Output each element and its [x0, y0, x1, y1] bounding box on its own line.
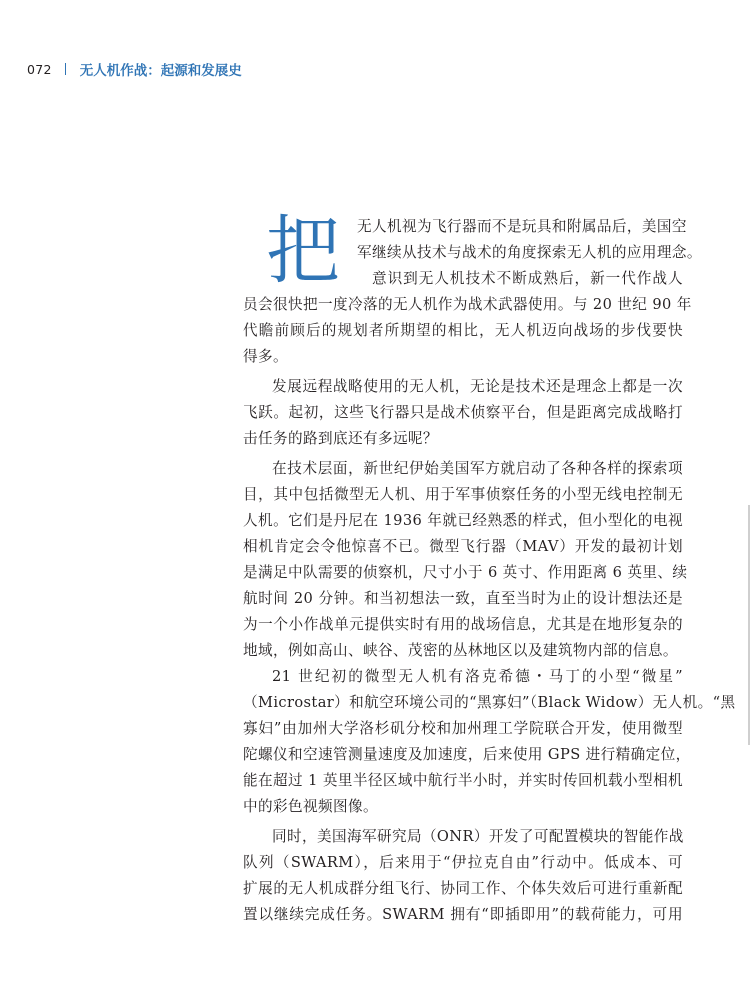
text-line: 无人机视为飞行器而不是玩具和附属品后，美国空: [357, 218, 687, 235]
text-line: 意识到无人机技术不断成熟后，新一代作战人: [372, 270, 683, 287]
text-line: 得多。: [243, 348, 288, 365]
running-header: [27, 59, 242, 79]
text-line: 队列（SWARM），后来用于“伊拉克自由”行动中。低成本、可: [243, 854, 683, 871]
text-line: 发展远程战略使用的无人机，无论是技术还是理念上都是一次: [272, 378, 683, 395]
text-line: 相机肯定会令他惊喜不已。微型飞行器（MAV）开发的最初计划: [243, 538, 683, 555]
text-line: 中的彩色视频图像。: [243, 798, 378, 815]
text-line: 人机。它们是丹尼在 1936 年就已经熟悉的样式，但小型化的电视: [243, 512, 683, 529]
text-line: 21 世纪初的微型无人机有洛克希德・马丁的小型“微星”: [272, 668, 683, 685]
text-line: 置以继续完成任务。SWARM 拥有“即插即用”的载荷能力，可用: [243, 906, 683, 923]
text-line: （Microstar）和航空环境公司的“黑寡妇”（Black Widow）无人机。“黑: [243, 694, 736, 711]
text-line: 航时间 20 分钟。和当初想法一致，直至当时为止的设计想法还是: [243, 590, 683, 607]
text-line: 扩展的无人机成群分组飞行、协同工作、个体失效后可进行重新配: [243, 880, 683, 897]
page-number: 072: [27, 61, 52, 77]
text-line: 员会很快把一度冷落的无人机作为战术武器使用。与 20 世纪 90 年: [243, 296, 692, 313]
text-line: 代瞻前顾后的规划者所期望的相比，无人机迈向战场的步伐要快: [243, 322, 683, 339]
text-line: 目，其中包括微型无人机、用于军事侦察任务的小型无线电控制无: [243, 486, 683, 503]
text-line: 军继续从技术与战术的角度探索无人机的应用理念。: [357, 244, 702, 261]
text-line: 击任务的路到底还有多远呢？: [243, 430, 438, 447]
text-line: 在技术层面，新世纪伊始美国军方就启动了各种各样的探索项: [272, 460, 683, 477]
text-line: 同时，美国海军研究局（ONR）开发了可配置模块的智能作战: [272, 828, 684, 845]
text-line: 陀螺仪和空速管测量速度及加速度，后来使用 GPS 进行精确定位，: [243, 746, 691, 763]
text-line: 飞跃。起初，这些飞行器只是战术侦察平台，但是距离完成战略打: [243, 404, 683, 421]
drop-cap: 把: [266, 208, 340, 294]
text-line: 地域，例如高山、峡谷、茂密的丛林地区以及建筑物内部的信息。: [243, 642, 678, 659]
header-divider: [65, 63, 66, 75]
text-line: 寡妇”由加州大学洛杉矶分校和加州理工学院联合开发，使用微型: [243, 720, 683, 737]
text-line: 为一个小作战单元提供实时有用的战场信息，尤其是在地形复杂的: [243, 616, 683, 633]
book-title: 无人机作战：起源和发展史: [79, 63, 242, 79]
text-line: 能在超过 1 英里半径区域中航行半小时，并实时传回机载小型相机: [243, 772, 683, 789]
text-line: 是满足中队需要的侦察机，尺寸小于 6 英寸、作用距离 6 英里、续: [243, 564, 688, 581]
